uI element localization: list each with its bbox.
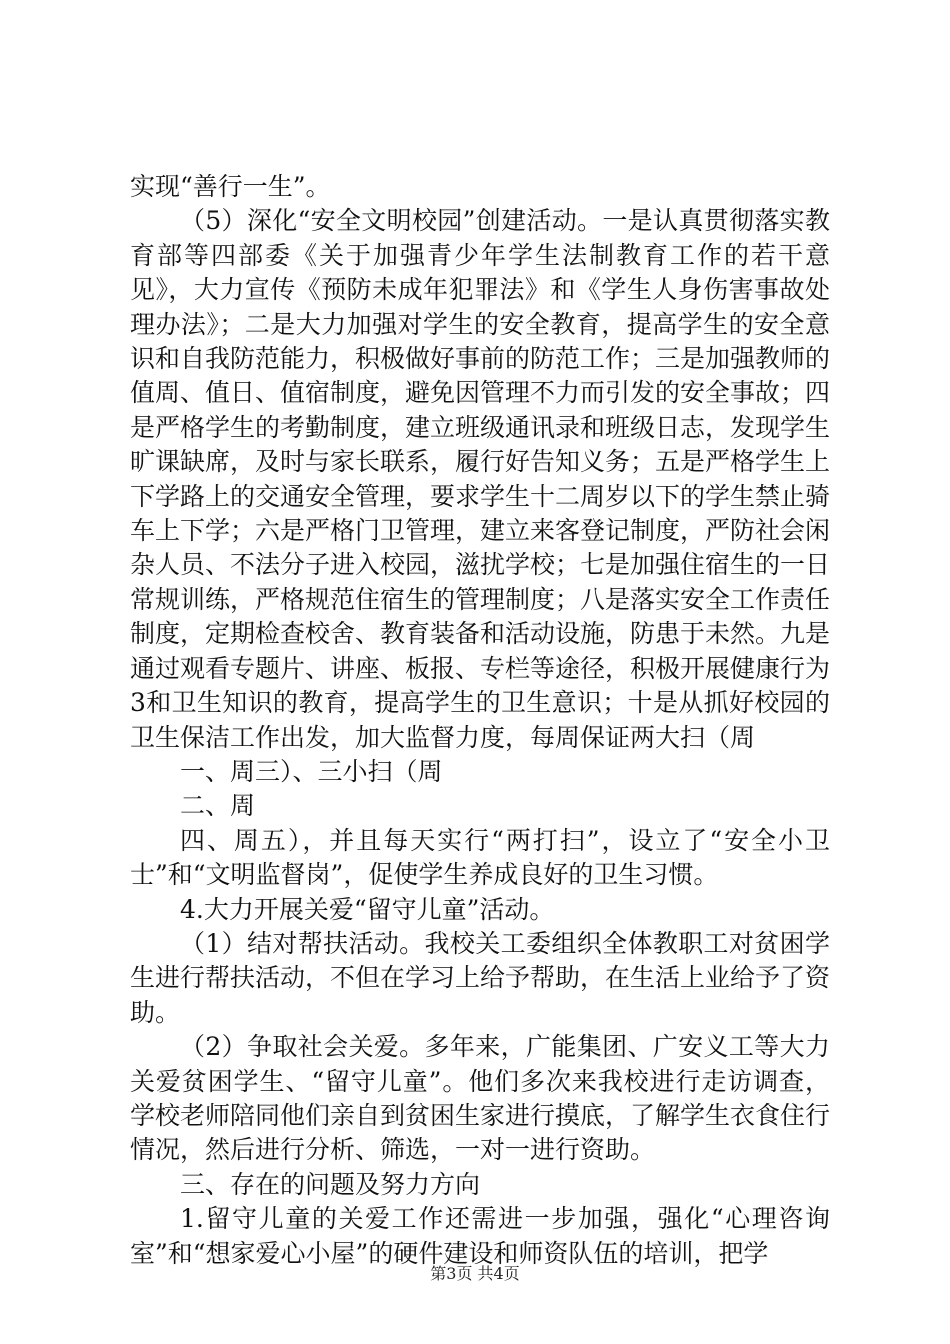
page-footer [0,1264,950,1284]
paragraph-7: （2）争取社会关爱。多年来，广能集团、广安义工等大力关爱贫困学生、“留守儿童”。他们多次来我校进行走访调查，学校老师陪同他们亲自到贫困生家进行摸底，了解学生衣食住行情况，然后进行分析、筛选，一对一进行资助。 [130,1032,831,1165]
paragraph-9: 1.留守儿童的关爱工作还需进一步加强，强化“心理咨询室”和“想家爱心小屋”的硬件建设和师资队伍的培训，把学 [130,1204,830,1268]
paragraph-4: 四、周五），并且每天实行“两打扫”，设立了“安全小卫士”和“文明监督岗”，促使学生养成良好的卫生习惯。 [130,825,830,890]
paragraph-1: （5）深化“安全文明校园”创建活动。一是认真贯彻落实教育部等四部委《关于加强青少年学生法制教育工作的若干意见》，大力宣传《预防未成年犯罪法》和《学生人身伤害事故处理办法》；二是大力加强对学生的安全教育，提高学生的安全意识和自我防范能力，积极做好事前的防范工作；三是加强教师的值周、值日、值宿制度，避免因管理不力而引发的安全事故；四是严格学生的考勤制度，建立班级通讯录和班级日志，发现学生旷课缺席，及时与家长联系，履行好告知义务；五是严格学生上下学路上的交通安全管理，要求学生十二周岁以下的学生禁止骑车上下学；六是严格门卫管理，建立来客登记制度，严防社会闲杂人员、不法分子进入校园，滋扰学校；七是加强住宿生的一日常规训练，严格规范住宿生的管理制度；八是落实安全工作责任制度，定期检查校舍、教育装备和活动设施，防患于未然。九是通过观看专题片、讲座、板报、专栏等途径，积极开展健康行为3和卫生知识的教育，提高学生的卫生意识；十是从抓好校园的卫生保洁工作出发，加大监督力度，每周保证两大扫（周 [130,206,831,752]
paragraph-3: 二、周 [180,791,256,821]
paragraph-2: 一、周三）、三小扫（周 [180,756,443,786]
paragraph-6: （1）结对帮扶活动。我校关工委组织全体教职工对贫困学生进行帮扶活动，不但在学习上给予帮助，在生活上业给予了资助。 [130,928,831,1027]
page-number-label: 第3页 共4页 [430,1264,520,1283]
paragraph-0: 实现“善行一生”。 [130,172,331,201]
paragraph-5: 4.大力开展关爱“留守儿童”活动。 [180,894,555,924]
document-body [130,170,830,1271]
section-heading: 三、存在的问题及努力方向 [180,1169,481,1199]
